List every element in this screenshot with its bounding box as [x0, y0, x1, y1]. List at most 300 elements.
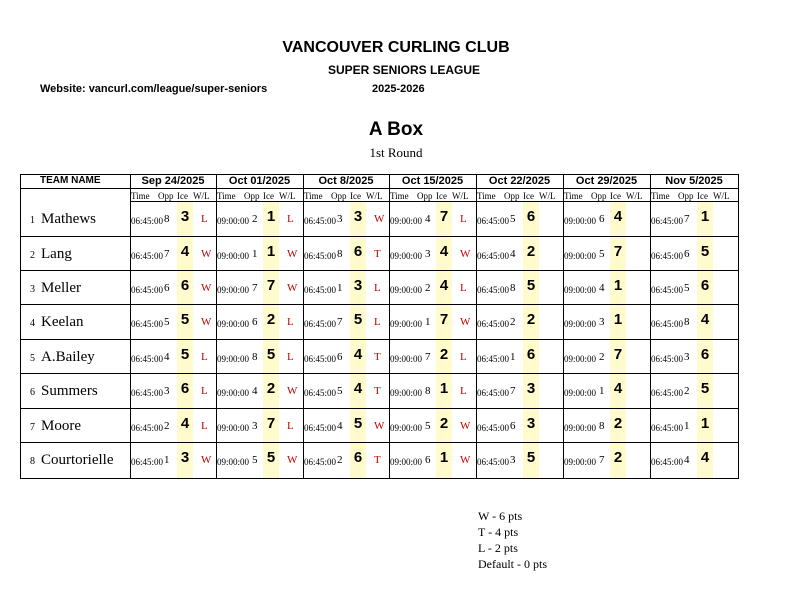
- game-cell: [303, 339, 389, 373]
- opponent-number: 7: [337, 316, 343, 328]
- ice-sheet-number: 2: [266, 380, 276, 397]
- ice-sheet-number: 4: [613, 380, 623, 397]
- game-time: 09:00:00: [564, 285, 597, 295]
- ice-sheet-number: 4: [700, 449, 710, 466]
- game-cell: [476, 304, 563, 338]
- league-title: SUPER SENIORS LEAGUE: [327, 63, 481, 77]
- team-number: 3: [30, 284, 35, 295]
- game-time: 09:00:00: [390, 457, 423, 467]
- ice-sheet-number: 7: [439, 311, 449, 328]
- team-row: [0, 442, 792, 476]
- opponent-number: 2: [510, 316, 516, 328]
- game-cell: [563, 442, 650, 476]
- game-result: L: [201, 420, 208, 432]
- game-time: 06:45:00: [131, 216, 164, 226]
- game-cell: [130, 236, 216, 270]
- week-header: Nov 5/2025: [665, 175, 723, 187]
- ice-sheet-number: 3: [353, 277, 363, 294]
- row-divider: [20, 304, 738, 305]
- opponent-number: 4: [599, 282, 605, 294]
- game-cell: [216, 270, 303, 304]
- opponent-number: 4: [425, 213, 431, 225]
- opponent-number: 1: [599, 385, 605, 397]
- opponent-number: 3: [425, 248, 431, 260]
- opponent-number: 4: [337, 420, 343, 432]
- ice-sheet-number: 4: [180, 243, 190, 260]
- game-cell: [303, 236, 389, 270]
- game-time: 09:00:00: [390, 216, 423, 226]
- team-name: Meller: [41, 280, 81, 296]
- game-result: W: [201, 316, 212, 328]
- opponent-number: 4: [164, 351, 170, 363]
- game-time: 09:00:00: [564, 423, 597, 433]
- game-cell: [216, 201, 303, 235]
- team-name: Summers: [41, 383, 98, 399]
- time-subheader: Time: [304, 191, 323, 201]
- opponent-number: 7: [164, 248, 170, 260]
- game-time: 06:45:00: [651, 423, 684, 433]
- opponent-number: 8: [510, 282, 516, 294]
- game-result: L: [287, 351, 294, 363]
- game-time: 06:45:00: [304, 319, 337, 329]
- week-column-divider: [650, 174, 651, 478]
- opponent-number: 5: [599, 248, 605, 260]
- game-cell: [303, 442, 389, 476]
- team-name: Keelan: [41, 314, 84, 330]
- team-name: A.Bailey: [41, 349, 95, 365]
- game-result: W: [201, 282, 212, 294]
- ice-sheet-number: 5: [266, 449, 276, 466]
- team-number: 8: [30, 456, 35, 467]
- game-result: L: [374, 316, 381, 328]
- game-time: 09:00:00: [390, 319, 423, 329]
- ice-sheet-number: 5: [266, 346, 276, 363]
- ice-sheet-number: 7: [266, 277, 276, 294]
- game-time: 06:45:00: [131, 251, 164, 261]
- week-header: Oct 22/2025: [488, 175, 551, 187]
- game-cell: [650, 373, 738, 407]
- opponent-number: 1: [337, 282, 343, 294]
- week-header: Oct 01/2025: [228, 175, 291, 187]
- opp-subheader: Opp: [244, 191, 260, 201]
- game-cell: [130, 270, 216, 304]
- week-column-divider: [389, 174, 390, 478]
- ice-sheet-number: 7: [613, 346, 623, 363]
- game-time: 09:00:00: [564, 319, 597, 329]
- game-result: W: [460, 454, 471, 466]
- opponent-number: 2: [425, 282, 431, 294]
- game-cell: [389, 442, 476, 476]
- team-name: Moore: [41, 418, 81, 434]
- game-result: T: [374, 351, 381, 363]
- header-divider: [20, 188, 738, 189]
- game-cell: [216, 442, 303, 476]
- ice-subheader: Ice: [263, 191, 274, 201]
- ice-sheet-number: 4: [700, 311, 710, 328]
- game-cell: [563, 304, 650, 338]
- game-time: 06:45:00: [304, 354, 337, 364]
- game-cell: [650, 442, 738, 476]
- website-link[interactable]: Website: vancurl.com/league/super-seniors: [40, 83, 268, 95]
- time-subheader: Time: [131, 191, 150, 201]
- ice-sheet-number: 6: [526, 208, 536, 225]
- opponent-number: 6: [599, 213, 605, 225]
- wl-subheader: W/L: [366, 191, 383, 201]
- game-cell: [650, 339, 738, 373]
- wl-subheader: W/L: [626, 191, 643, 201]
- opponent-number: 1: [252, 248, 258, 260]
- ice-sheet-number: 3: [526, 415, 536, 432]
- game-cell: [216, 373, 303, 407]
- opponent-number: 3: [252, 420, 258, 432]
- ice-sheet-number: 4: [439, 243, 449, 260]
- game-time: 09:00:00: [217, 216, 250, 226]
- game-time: 06:45:00: [131, 319, 164, 329]
- table-right-border: [738, 174, 739, 479]
- opp-subheader: Opp: [331, 191, 347, 201]
- ice-sheet-number: 5: [353, 415, 363, 432]
- legend-item: T - 4 pts: [478, 525, 519, 539]
- game-time: 09:00:00: [217, 388, 250, 398]
- team-number: 5: [30, 353, 35, 364]
- game-result: L: [460, 351, 467, 363]
- ice-sheet-number: 2: [613, 415, 623, 432]
- opponent-number: 6: [510, 420, 516, 432]
- opponent-number: 2: [337, 454, 343, 466]
- game-cell: [563, 373, 650, 407]
- opponent-number: 4: [684, 454, 690, 466]
- team-row: [0, 270, 792, 304]
- ice-subheader: Ice: [610, 191, 621, 201]
- game-time: 06:45:00: [651, 457, 684, 467]
- game-time: 06:45:00: [477, 457, 510, 467]
- ice-sheet-number: 4: [613, 208, 623, 225]
- game-time: 06:45:00: [651, 388, 684, 398]
- game-time: 09:00:00: [217, 285, 250, 295]
- game-result: W: [287, 454, 298, 466]
- ice-sheet-number: 6: [700, 277, 710, 294]
- game-time: 06:45:00: [651, 354, 684, 364]
- game-time: 06:45:00: [304, 216, 337, 226]
- game-time: 09:00:00: [390, 423, 423, 433]
- opponent-number: 5: [425, 420, 431, 432]
- game-cell: [216, 304, 303, 338]
- week-header: Oct 8/2025: [318, 175, 374, 187]
- game-result: W: [201, 454, 212, 466]
- game-time: 06:45:00: [131, 388, 164, 398]
- game-result: W: [201, 248, 212, 260]
- game-time: 06:45:00: [304, 388, 337, 398]
- week-column-divider: [476, 174, 477, 478]
- game-time: 06:45:00: [477, 423, 510, 433]
- game-time: 09:00:00: [217, 423, 250, 433]
- game-time: 09:00:00: [564, 388, 597, 398]
- opponent-number: 8: [425, 385, 431, 397]
- team-name-header: TEAM NAME: [40, 175, 101, 186]
- opponent-number: 5: [337, 385, 343, 397]
- opponent-number: 1: [510, 351, 516, 363]
- wl-subheader: W/L: [452, 191, 469, 201]
- game-time: 09:00:00: [390, 251, 423, 261]
- team-name: Mathews: [41, 211, 96, 227]
- ice-sheet-number: 7: [266, 415, 276, 432]
- season-label: 2025-2026: [372, 83, 425, 95]
- game-cell: [476, 408, 563, 442]
- game-time: 09:00:00: [217, 457, 250, 467]
- legend-item: L - 2 pts: [478, 541, 518, 555]
- game-result: L: [374, 282, 381, 294]
- team-row: [0, 339, 792, 373]
- game-time: 06:45:00: [651, 285, 684, 295]
- game-time: 06:45:00: [477, 251, 510, 261]
- game-time: 09:00:00: [217, 354, 250, 364]
- team-row: [0, 304, 792, 338]
- game-result: T: [374, 454, 381, 466]
- game-cell: [389, 304, 476, 338]
- game-cell: [650, 236, 738, 270]
- game-cell: [130, 201, 216, 235]
- team-number: 2: [30, 250, 35, 261]
- game-cell: [389, 339, 476, 373]
- opp-subheader: Opp: [504, 191, 520, 201]
- ice-sheet-number: 4: [439, 277, 449, 294]
- opponent-number: 6: [252, 316, 258, 328]
- game-time: 06:45:00: [477, 216, 510, 226]
- opponent-number: 5: [684, 282, 690, 294]
- opponent-number: 7: [684, 213, 690, 225]
- ice-sheet-number: 5: [180, 346, 190, 363]
- game-time: 06:45:00: [304, 457, 337, 467]
- opponent-number: 5: [252, 454, 258, 466]
- table-left-border: [20, 174, 21, 478]
- game-cell: [563, 339, 650, 373]
- wl-subheader: W/L: [193, 191, 210, 201]
- game-time: 06:45:00: [651, 319, 684, 329]
- game-result: W: [287, 385, 298, 397]
- ice-sheet-number: 1: [266, 208, 276, 225]
- ice-sheet-number: 3: [526, 380, 536, 397]
- ice-sheet-number: 6: [526, 346, 536, 363]
- ice-sheet-number: 5: [353, 311, 363, 328]
- ice-sheet-number: 1: [613, 277, 623, 294]
- opponent-number: 2: [252, 213, 258, 225]
- game-time: 06:45:00: [131, 285, 164, 295]
- team-name: Courtorielle: [41, 452, 114, 468]
- game-result: L: [201, 351, 208, 363]
- ice-sheet-number: 5: [526, 449, 536, 466]
- ice-sheet-number: 2: [613, 449, 623, 466]
- game-time: 06:45:00: [477, 388, 510, 398]
- ice-subheader: Ice: [350, 191, 361, 201]
- game-result: W: [374, 420, 385, 432]
- ice-sheet-number: 6: [700, 346, 710, 363]
- time-subheader: Time: [564, 191, 583, 201]
- opponent-number: 8: [252, 351, 258, 363]
- legend-item: Default - 0 pts: [478, 557, 547, 571]
- ice-sheet-number: 2: [266, 311, 276, 328]
- ice-sheet-number: 5: [700, 243, 710, 260]
- game-time: 06:45:00: [304, 423, 337, 433]
- row-divider: [20, 373, 738, 374]
- opp-subheader: Opp: [417, 191, 433, 201]
- round-label: 1st Round: [369, 145, 423, 160]
- team-number: 7: [30, 422, 35, 433]
- ice-sheet-number: 1: [439, 449, 449, 466]
- game-cell: [389, 236, 476, 270]
- ice-sheet-number: 7: [439, 208, 449, 225]
- game-cell: [303, 270, 389, 304]
- game-time: 06:45:00: [304, 251, 337, 261]
- ice-subheader: Ice: [523, 191, 534, 201]
- opponent-number: 3: [337, 213, 343, 225]
- opponent-number: 1: [425, 316, 431, 328]
- time-subheader: Time: [217, 191, 236, 201]
- game-result: L: [287, 316, 294, 328]
- opponent-number: 3: [684, 351, 690, 363]
- subheader-divider: [130, 201, 738, 202]
- opponent-number: 1: [164, 454, 170, 466]
- game-cell: [389, 201, 476, 235]
- ice-subheader: Ice: [436, 191, 447, 201]
- game-cell: [563, 270, 650, 304]
- game-time: 09:00:00: [564, 457, 597, 467]
- opponent-number: 8: [164, 213, 170, 225]
- ice-sheet-number: 6: [353, 243, 363, 260]
- game-time: 09:00:00: [390, 354, 423, 364]
- game-time: 06:45:00: [131, 457, 164, 467]
- week-header: Oct 29/2025: [575, 175, 638, 187]
- game-time: 09:00:00: [564, 251, 597, 261]
- game-result: L: [287, 213, 294, 225]
- game-cell: [303, 408, 389, 442]
- game-time: 09:00:00: [564, 354, 597, 364]
- opp-subheader: Opp: [591, 191, 607, 201]
- time-subheader: Time: [651, 191, 670, 201]
- game-time: 09:00:00: [390, 285, 423, 295]
- ice-sheet-number: 6: [353, 449, 363, 466]
- game-result: W: [287, 248, 298, 260]
- ice-sheet-number: 1: [439, 380, 449, 397]
- time-subheader: Time: [390, 191, 409, 201]
- ice-sheet-number: 5: [700, 380, 710, 397]
- team-number: 1: [30, 215, 35, 226]
- game-result: L: [460, 282, 467, 294]
- opponent-number: 6: [684, 248, 690, 260]
- ice-sheet-number: 3: [180, 449, 190, 466]
- week-column-divider: [216, 174, 217, 478]
- club-title: VANCOUVER CURLING CLUB: [282, 39, 510, 56]
- game-cell: [650, 408, 738, 442]
- game-time: 06:45:00: [477, 319, 510, 329]
- game-result: L: [287, 420, 294, 432]
- week-column-divider: [563, 174, 564, 478]
- game-result: W: [460, 316, 471, 328]
- opponent-number: 2: [599, 351, 605, 363]
- game-cell: [130, 339, 216, 373]
- legend-item: W - 6 pts: [478, 509, 523, 523]
- row-divider: [20, 236, 738, 237]
- ice-subheader: Ice: [697, 191, 708, 201]
- ice-sheet-number: 6: [180, 277, 190, 294]
- game-cell: [130, 304, 216, 338]
- opponent-number: 6: [425, 454, 431, 466]
- game-result: W: [460, 248, 471, 260]
- team-row: [0, 373, 792, 407]
- ice-subheader: Ice: [177, 191, 188, 201]
- ice-sheet-number: 2: [526, 311, 536, 328]
- opponent-number: 6: [164, 282, 170, 294]
- opp-subheader: Opp: [678, 191, 694, 201]
- ice-sheet-number: 1: [700, 415, 710, 432]
- game-cell: [563, 236, 650, 270]
- row-divider: [20, 408, 738, 409]
- row-divider: [20, 442, 738, 443]
- game-time: 06:45:00: [304, 285, 337, 295]
- opponent-number: 8: [337, 248, 343, 260]
- game-result: L: [460, 385, 467, 397]
- ice-sheet-number: 2: [439, 346, 449, 363]
- wl-subheader: W/L: [539, 191, 556, 201]
- game-cell: [650, 201, 738, 235]
- game-cell: [563, 201, 650, 235]
- game-time: 06:45:00: [131, 423, 164, 433]
- team-row: [0, 408, 792, 442]
- opponent-number: 4: [252, 385, 258, 397]
- game-result: W: [374, 213, 385, 225]
- game-cell: [303, 373, 389, 407]
- opponent-number: 5: [510, 213, 516, 225]
- game-time: 09:00:00: [390, 388, 423, 398]
- ice-sheet-number: 4: [353, 346, 363, 363]
- week-header: Oct 15/2025: [401, 175, 464, 187]
- game-time: 09:00:00: [217, 251, 250, 261]
- game-cell: [650, 304, 738, 338]
- row-divider: [20, 339, 738, 340]
- game-time: 06:45:00: [131, 354, 164, 364]
- game-cell: [303, 304, 389, 338]
- team-row: [0, 236, 792, 270]
- game-cell: [389, 270, 476, 304]
- ice-sheet-number: 3: [353, 208, 363, 225]
- opponent-number: 3: [164, 385, 170, 397]
- game-cell: [216, 408, 303, 442]
- box-title: A Box: [368, 119, 424, 140]
- game-result: W: [460, 420, 471, 432]
- opponent-number: 5: [164, 316, 170, 328]
- game-cell: [389, 408, 476, 442]
- ice-sheet-number: 5: [180, 311, 190, 328]
- game-result: L: [201, 213, 208, 225]
- week-column-divider: [303, 174, 304, 478]
- game-cell: [130, 442, 216, 476]
- game-time: 06:45:00: [477, 354, 510, 364]
- time-subheader: Time: [477, 191, 496, 201]
- table-bottom-border: [20, 478, 739, 479]
- ice-sheet-number: 2: [526, 243, 536, 260]
- wl-subheader: W/L: [279, 191, 296, 201]
- wl-subheader: W/L: [713, 191, 730, 201]
- opponent-number: 3: [599, 316, 605, 328]
- week-column-divider: [130, 174, 131, 478]
- ice-sheet-number: 4: [180, 415, 190, 432]
- game-cell: [476, 373, 563, 407]
- game-cell: [216, 236, 303, 270]
- game-cell: [476, 201, 563, 235]
- ice-sheet-number: 2: [439, 415, 449, 432]
- ice-sheet-number: 7: [613, 243, 623, 260]
- game-time: 06:45:00: [477, 285, 510, 295]
- ice-sheet-number: 1: [613, 311, 623, 328]
